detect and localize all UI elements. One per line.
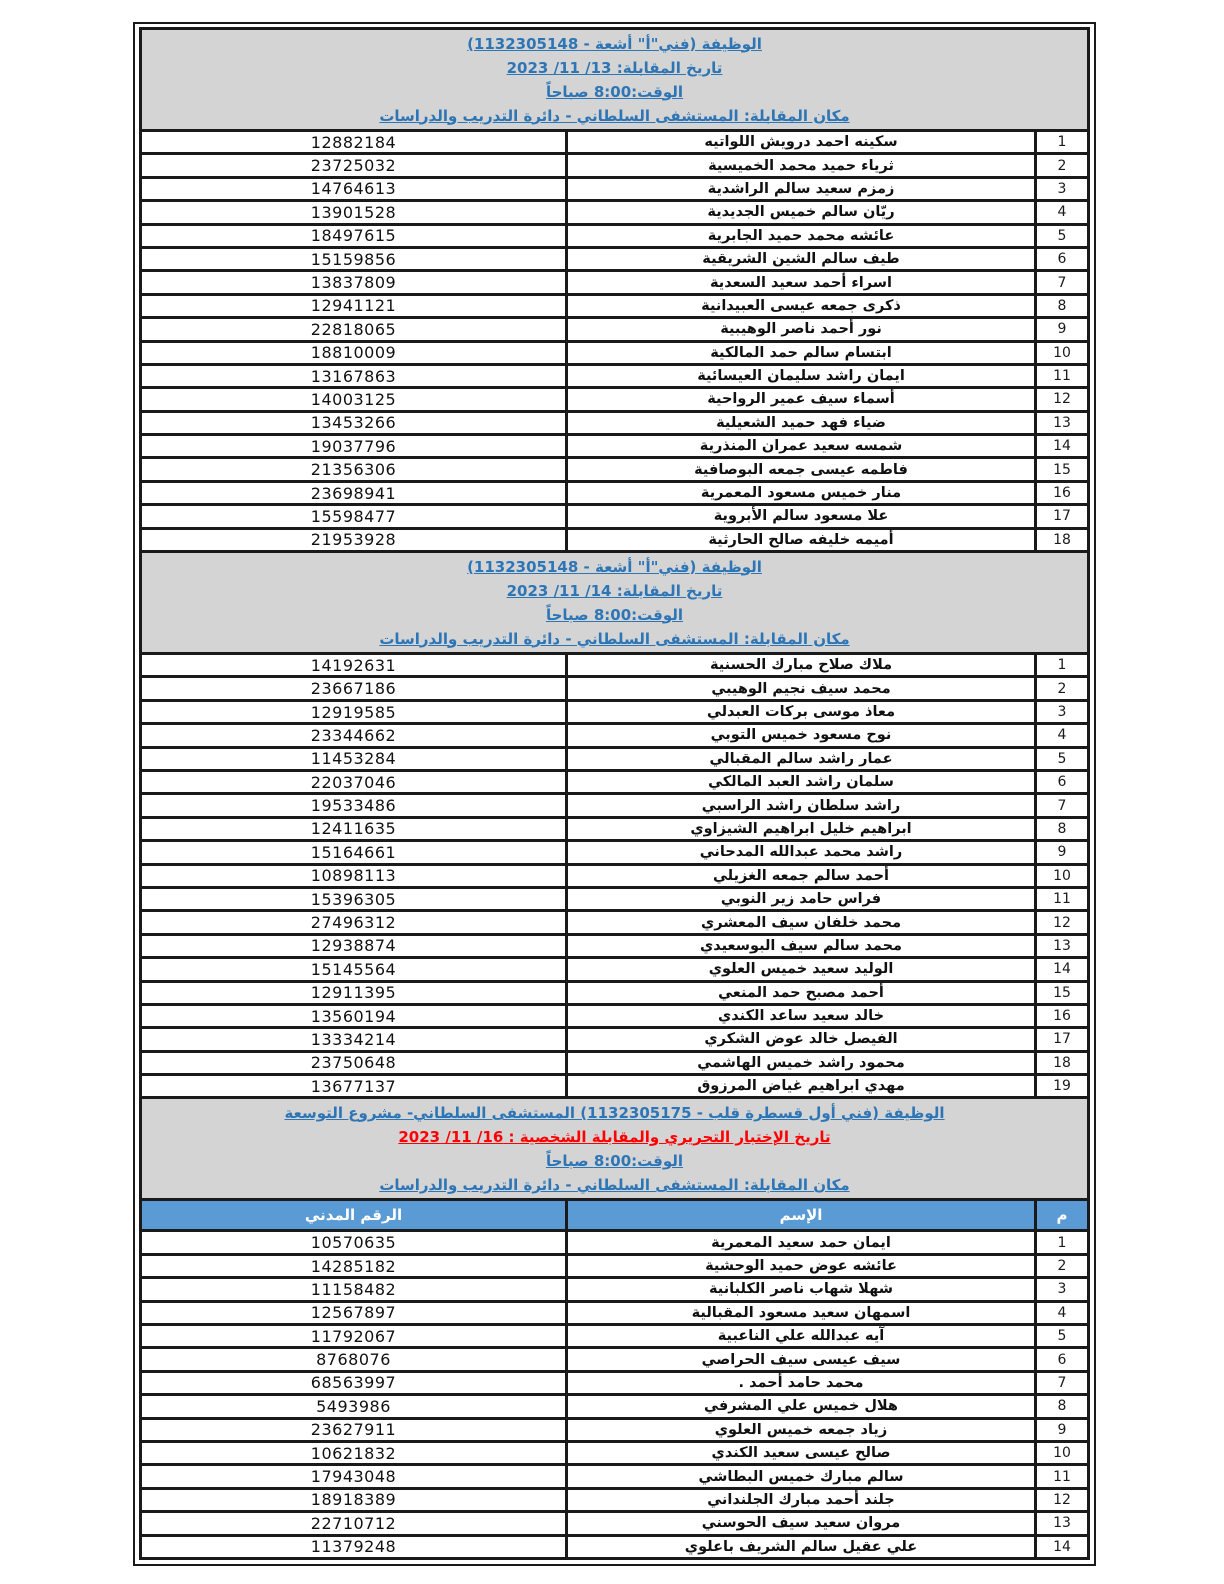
table-row (142, 819, 1087, 842)
cell-name: راشد سلطان راشد الراسبي (565, 795, 1037, 815)
cell-name: محمد حامد أحمد . (565, 1373, 1037, 1393)
table-row (142, 725, 1087, 748)
table-row (142, 202, 1087, 225)
cell-row-number: 17 (1053, 508, 1071, 525)
cell-name: زمزم سعيد سالم الراشدية (565, 179, 1037, 199)
cell-civil-id: 13677137 (310, 1076, 397, 1096)
cell-name: أسماء سيف عمير الرواحية (565, 389, 1037, 409)
cell-name: مهدي ابراهيم غياض المرزوق (565, 1076, 1037, 1096)
cell-name: فراس حامد زير النوبي (565, 889, 1037, 909)
cell-civil-id: 13837809 (310, 273, 397, 293)
cell-row-number: 2 (1057, 157, 1067, 174)
table-row (142, 1349, 1087, 1372)
cell-row-number: 8 (1057, 297, 1067, 314)
cell-name: أحمد سالم جمعه الغزيلي (565, 866, 1037, 886)
cell-name: راشد محمد عبدالله المدحاني (565, 842, 1037, 862)
cell-name: اسمهان سعيد مسعود المقبالية (565, 1303, 1037, 1323)
cell-civil-id: 13560194 (310, 1006, 397, 1026)
cell-row-number: 4 (1057, 204, 1067, 221)
cell-row-number: 3 (1057, 180, 1067, 197)
session-header-line: تاريخ المقابلة: 14/ 11/ 2023 (506, 581, 723, 600)
cell-civil-id: 10570635 (310, 1233, 397, 1253)
cell-civil-id: 23698941 (310, 483, 397, 503)
table-row (142, 1396, 1087, 1419)
table-row (142, 866, 1087, 889)
cell-row-number: 8 (1057, 820, 1067, 837)
table-row (142, 1326, 1087, 1349)
cell-name: خالد سعيد ساعد الكندي (565, 1006, 1037, 1026)
cell-row-number: 7 (1057, 797, 1067, 814)
session-header-line: الوظيفة (فني"أ" أشعة - 1132305148) (467, 557, 762, 576)
cell-name: أحمد مصبح حمد المنعي (565, 983, 1037, 1003)
cell-row-number: 1 (1057, 657, 1067, 674)
cell-name: سالم مبارك خميس البطاشي (565, 1466, 1037, 1486)
table-row (142, 319, 1087, 342)
cell-row-number: 4 (1057, 1304, 1067, 1321)
table-row (142, 678, 1087, 701)
cell-civil-id: 14003125 (310, 389, 397, 409)
cell-row-number: 12 (1053, 391, 1071, 408)
cell-row-number: 5 (1057, 227, 1067, 244)
column-header-index: م (1056, 1206, 1068, 1225)
cell-name: شهلا شهاب ناصر الكلبانية (565, 1279, 1037, 1299)
cell-name: طيف سالم الشين الشريقية (565, 249, 1037, 269)
cell-row-number: 12 (1053, 914, 1071, 931)
table-row (142, 296, 1087, 319)
table-row (142, 226, 1087, 249)
session-header-line: مكان المقابلة: المستشفى السلطاني - دائرة التدريب والدراسات (379, 629, 850, 648)
table-row (142, 1232, 1087, 1255)
cell-name: جلند أحمد مبارك الجلنداني (565, 1490, 1037, 1510)
cell-name: شمسه سعيد عمران المنذرية (565, 436, 1037, 456)
cell-name: محمد سيف نجيم الوهيبي (565, 678, 1037, 698)
cell-civil-id: 23667186 (310, 679, 397, 699)
cell-civil-id: 13453266 (310, 413, 397, 433)
cell-row-number: 10 (1053, 1445, 1071, 1462)
cell-name: فاطمه عيسى جمعه البوصافية (565, 459, 1037, 479)
cell-row-number: 11 (1053, 368, 1071, 385)
table-header-row (142, 1201, 1087, 1232)
cell-name: الوليد سعيد خميس العلوي (565, 959, 1037, 979)
cell-name: ابتسام سالم حمد المالكية (565, 343, 1037, 363)
cell-row-number: 11 (1053, 1468, 1071, 1485)
cell-civil-id: 10898113 (310, 866, 397, 886)
table-row (142, 506, 1087, 529)
cell-civil-id: 21356306 (310, 460, 397, 480)
cell-row-number: 13 (1053, 1515, 1071, 1532)
cell-name: أميمه خليفه صالح الحارثية (565, 530, 1037, 550)
interview-schedule-document (133, 22, 1096, 1566)
cell-civil-id: 11792067 (310, 1326, 397, 1346)
cell-name: ضياء فهد حميد الشعيلية (565, 413, 1037, 433)
cell-name: ملاك صلاح مبارك الحسنية (565, 655, 1037, 675)
cell-row-number: 16 (1053, 1008, 1071, 1025)
cell-row-number: 6 (1057, 774, 1067, 791)
cell-row-number: 9 (1057, 1421, 1067, 1438)
table-row (142, 702, 1087, 725)
cell-name: سيف عيسى سيف الحراصي (565, 1349, 1037, 1369)
cell-civil-id: 12411635 (310, 819, 397, 839)
cell-civil-id: 22037046 (310, 772, 397, 792)
table-row (142, 912, 1087, 935)
table-row (142, 983, 1087, 1006)
cell-name: عمار راشد سالم المقبالي (565, 749, 1037, 769)
cell-civil-id: 23627911 (310, 1420, 397, 1440)
cell-civil-id: 13167863 (310, 366, 397, 386)
cell-row-number: 16 (1053, 485, 1071, 502)
cell-row-number: 3 (1057, 1281, 1067, 1298)
table-row (142, 389, 1087, 412)
cell-civil-id: 12567897 (310, 1303, 397, 1323)
schedule-table (139, 27, 1090, 1560)
cell-name: ابراهيم خليل ابراهيم الشيزاوي (565, 819, 1037, 839)
cell-row-number: 10 (1053, 867, 1071, 884)
table-row (142, 1279, 1087, 1302)
column-header-civil-id: الرقم المدني (304, 1206, 403, 1225)
cell-row-number: 8 (1057, 1398, 1067, 1415)
cell-civil-id: 12882184 (310, 132, 397, 152)
cell-row-number: 3 (1057, 704, 1067, 720)
session-header-band (142, 1099, 1087, 1201)
cell-civil-id: 15396305 (310, 889, 397, 909)
table-row (142, 1537, 1087, 1560)
table-row (142, 343, 1087, 366)
cell-row-number: 7 (1057, 1374, 1067, 1391)
cell-name: ريّان سالم خميس الجديدية (565, 202, 1037, 222)
table-row (142, 1256, 1087, 1279)
cell-row-number: 2 (1057, 680, 1067, 697)
cell-name: محمود راشد خميس الهاشمي (565, 1053, 1037, 1073)
table-row (142, 842, 1087, 865)
table-row (142, 749, 1087, 772)
cell-civil-id: 14764613 (310, 179, 397, 199)
table-row (142, 1303, 1087, 1326)
cell-row-number: 5 (1057, 1328, 1067, 1345)
cell-row-number: 4 (1057, 727, 1067, 744)
cell-row-number: 14 (1053, 961, 1071, 978)
cell-name: سلمان راشد العبد المالكي (565, 772, 1037, 792)
cell-civil-id: 19533486 (310, 796, 397, 816)
cell-row-number: 14 (1053, 1538, 1071, 1555)
session-header-line: الوقت:8:00 صباحاً (545, 82, 684, 101)
cell-row-number: 13 (1053, 937, 1071, 954)
cell-name: محمد خلفان سيف المعشري (565, 912, 1037, 932)
table-row (142, 459, 1087, 482)
table-row (142, 249, 1087, 272)
cell-name: ايمان حمد سعيد المعمرية (565, 1232, 1037, 1252)
cell-name: الفيصل خالد عوض الشكري (565, 1029, 1037, 1049)
table-row (142, 1420, 1087, 1443)
table-row (142, 1006, 1087, 1029)
table-row (142, 936, 1087, 959)
cell-name: سكينه احمد درويش اللواتيه (565, 132, 1037, 152)
cell-civil-id: 22710712 (310, 1513, 397, 1533)
cell-name: عائشه محمد حميد الجابرية (565, 226, 1037, 246)
cell-civil-id: 23725032 (310, 156, 397, 176)
cell-civil-id: 5493986 (316, 1396, 391, 1416)
table-row (142, 483, 1087, 506)
session-header-line: تاريخ المقابلة: 13/ 11/ 2023 (506, 58, 723, 77)
table-row (142, 1029, 1087, 1052)
cell-name: زياد جمعه خميس العلوي (565, 1420, 1037, 1440)
cell-civil-id: 15164661 (310, 842, 397, 862)
cell-row-number: 7 (1057, 274, 1067, 291)
cell-row-number: 17 (1053, 1031, 1071, 1048)
cell-civil-id: 12938874 (310, 936, 397, 956)
cell-row-number: 18 (1053, 531, 1071, 548)
cell-civil-id: 11158482 (310, 1279, 397, 1299)
cell-civil-id: 23750648 (310, 1053, 397, 1073)
cell-name: اسراء أحمد سعيد السعدية (565, 272, 1037, 292)
cell-name: ذكرى جمعه عيسى العبيدانية (565, 296, 1037, 316)
cell-row-number: 13 (1053, 414, 1071, 431)
cell-civil-id: 12919585 (310, 702, 397, 722)
cell-row-number: 1 (1057, 134, 1067, 151)
cell-name: عائشه عوض حميد الوحشية (565, 1256, 1037, 1276)
cell-civil-id: 12911395 (310, 983, 397, 1003)
cell-name: علي عقيل سالم الشريف باعلوي (565, 1537, 1037, 1557)
cell-row-number: 6 (1057, 251, 1067, 268)
table-row (142, 132, 1087, 155)
cell-name: هلال خميس علي المشرفي (565, 1396, 1037, 1416)
cell-civil-id: 14285182 (310, 1256, 397, 1276)
table-row (142, 272, 1087, 295)
cell-name: علا مسعود سالم الأبروية (565, 506, 1037, 526)
cell-civil-id: 15159856 (310, 249, 397, 269)
table-row (142, 1373, 1087, 1396)
cell-name: منار خميس مسعود المعمرية (565, 483, 1037, 503)
cell-civil-id: 17943048 (310, 1467, 397, 1487)
session-header-line: مكان المقابلة: المستشفى السلطاني - دائرة التدريب والدراسات (379, 1175, 850, 1194)
cell-civil-id: 18810009 (310, 343, 397, 363)
cell-row-number: 9 (1057, 321, 1067, 338)
table-row (142, 179, 1087, 202)
cell-civil-id: 8768076 (316, 1350, 391, 1370)
cell-row-number: 9 (1057, 844, 1067, 861)
table-row (142, 1466, 1087, 1489)
cell-civil-id: 15598477 (310, 506, 397, 526)
cell-civil-id: 11453284 (310, 749, 397, 769)
table-row (142, 795, 1087, 818)
cell-civil-id: 18918389 (310, 1490, 397, 1510)
cell-civil-id: 23344662 (310, 725, 397, 745)
cell-row-number: 12 (1053, 1491, 1071, 1508)
cell-civil-id: 68563997 (310, 1373, 397, 1393)
cell-civil-id: 14192631 (310, 655, 397, 675)
table-row (142, 1053, 1087, 1076)
cell-name: نور أحمد ناصر الوهيبية (565, 319, 1037, 339)
session-header-line: الوقت:8:00 صباحاً (545, 1151, 684, 1170)
table-row (142, 413, 1087, 436)
session-header-line: الوظيفة (فني أول قسطرة قلب - 1132305175) المستشفى السلطاني- مشروع التوسعة (284, 1103, 945, 1122)
session-header-line: الوظيفة (فني"أ" أشعة - 1132305148) (467, 34, 762, 53)
table-row (142, 1513, 1087, 1536)
table-row (142, 155, 1087, 178)
column-header-name: الإسم (565, 1201, 1037, 1229)
cell-row-number: 5 (1057, 750, 1067, 767)
cell-civil-id: 18497615 (310, 226, 397, 246)
table-row (142, 655, 1087, 678)
cell-civil-id: 12941121 (310, 296, 397, 316)
table-row (142, 366, 1087, 389)
session-header-line: مكان المقابلة: المستشفى السلطاني - دائرة التدريب والدراسات (379, 106, 850, 125)
cell-civil-id: 10621832 (310, 1443, 397, 1463)
session-header-line: الوقت:8:00 صباحاً (545, 605, 684, 624)
cell-row-number: 15 (1053, 984, 1071, 1001)
table-row (142, 1076, 1087, 1099)
table-row (142, 889, 1087, 912)
table-row (142, 959, 1087, 982)
session-header-band (142, 30, 1087, 132)
cell-row-number: 14 (1053, 438, 1071, 455)
session-header-band (142, 553, 1087, 655)
cell-civil-id: 13334214 (310, 1029, 397, 1049)
cell-civil-id: 27496312 (310, 913, 397, 933)
cell-name: محمد سالم سيف البوسعيدي (565, 936, 1037, 956)
cell-row-number: 19 (1053, 1078, 1071, 1095)
cell-civil-id: 15145564 (310, 959, 397, 979)
cell-name: نوح مسعود خميس التوبي (565, 725, 1037, 745)
table-row (142, 1490, 1087, 1513)
cell-row-number: 11 (1053, 891, 1071, 908)
cell-name: آيه عبدالله علي الناعبية (565, 1326, 1037, 1346)
table-row (142, 530, 1087, 553)
session-date-line: تاريخ الإختبار التحريري والمقابلة الشخصية : 16/ 11/ 2023 (398, 1127, 831, 1146)
cell-name: مروان سعيد سيف الحوسني (565, 1513, 1037, 1533)
cell-civil-id: 11379248 (310, 1537, 397, 1557)
cell-civil-id: 21953928 (310, 530, 397, 550)
cell-name: ثرياء حميد محمد الخميسية (565, 155, 1037, 175)
cell-row-number: 1 (1057, 1234, 1067, 1251)
cell-name: ايمان راشد سليمان العيسائية (565, 366, 1037, 386)
cell-row-number: 2 (1057, 1258, 1067, 1275)
table-row (142, 772, 1087, 795)
cell-civil-id: 13901528 (310, 202, 397, 222)
table-row (142, 1443, 1087, 1466)
cell-row-number: 10 (1053, 344, 1071, 361)
cell-row-number: 15 (1053, 461, 1071, 478)
cell-row-number: 18 (1053, 1054, 1071, 1071)
cell-name: صالح عيسى سعيد الكندي (565, 1443, 1037, 1463)
cell-row-number: 6 (1057, 1351, 1067, 1368)
cell-civil-id: 19037796 (310, 436, 397, 456)
table-row (142, 436, 1087, 459)
cell-civil-id: 22818065 (310, 319, 397, 339)
cell-name: معاذ موسى بركات العبدلي (565, 702, 1037, 722)
